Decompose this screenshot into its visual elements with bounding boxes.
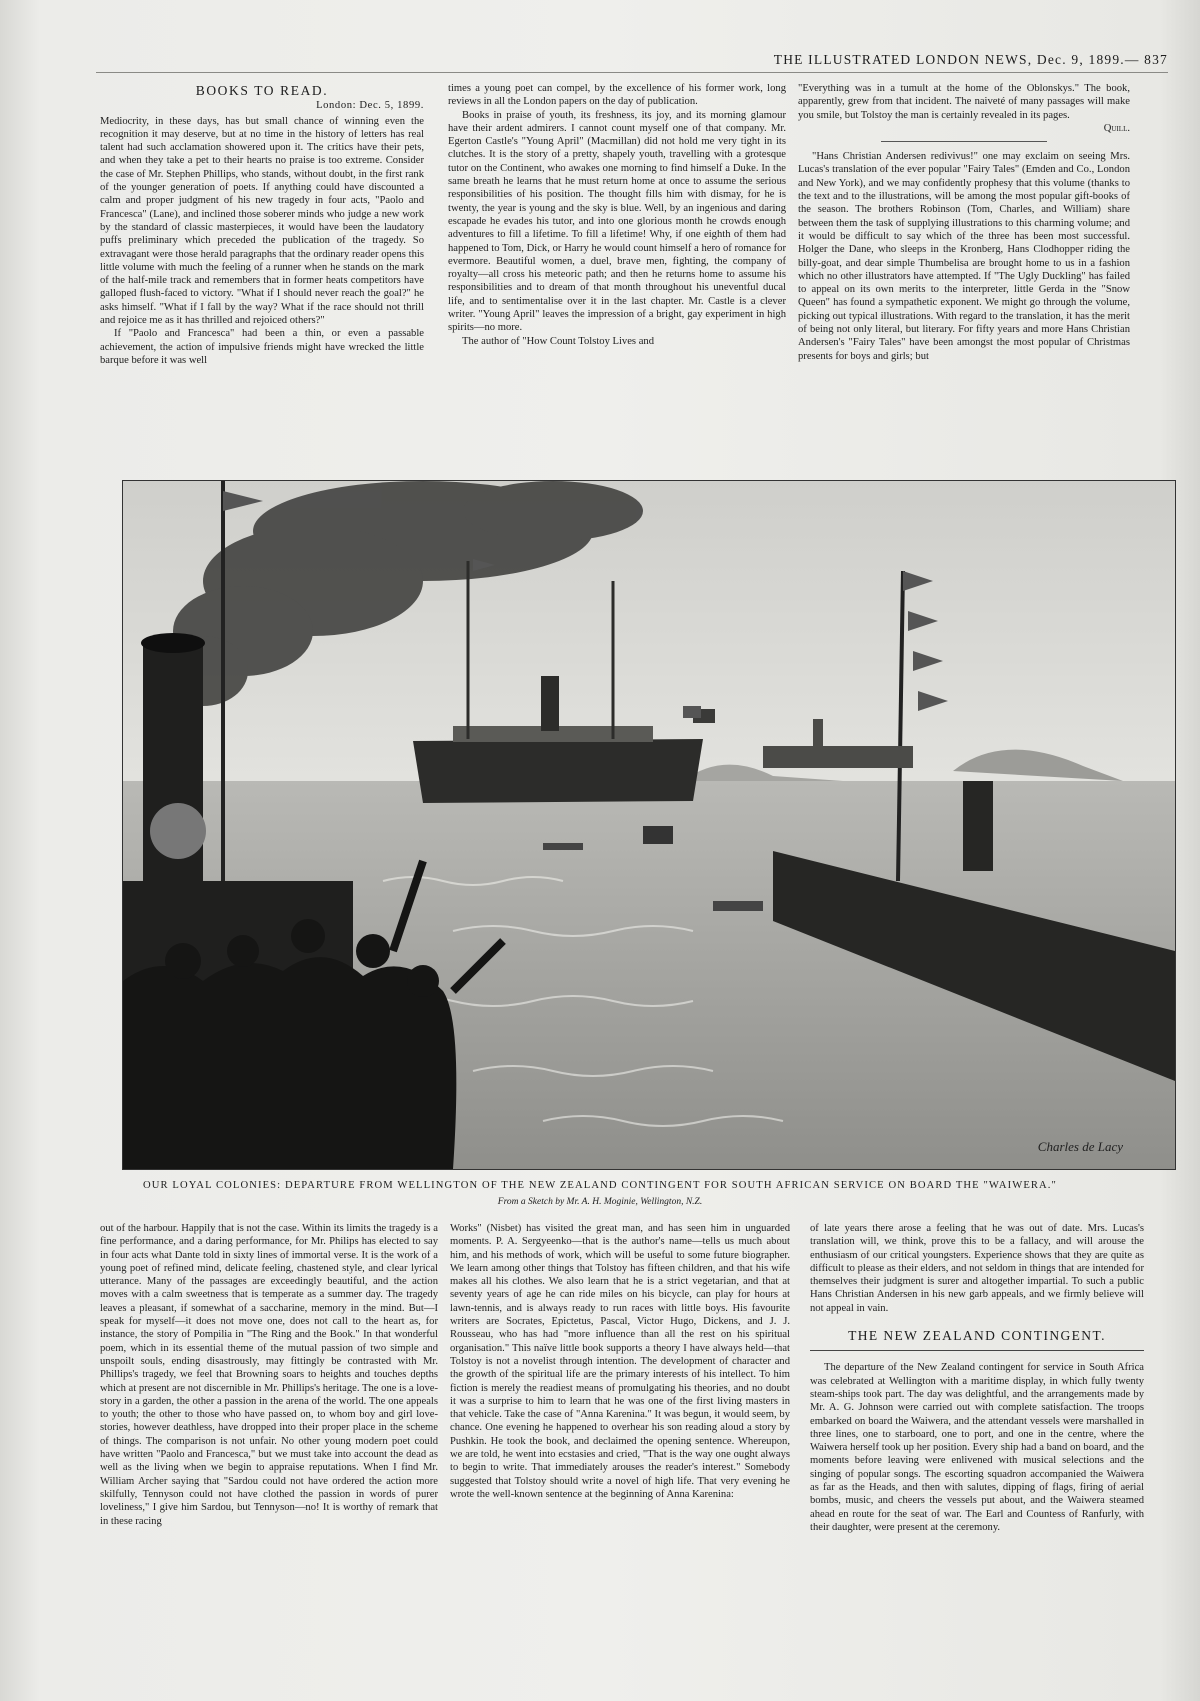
rowing-boat: [713, 901, 763, 911]
harbour-departure-scene: [123, 481, 1175, 1169]
reviewer-signature: Quill.: [1103, 122, 1130, 134]
section-rule: [810, 1350, 1144, 1351]
rowing-boat: [543, 843, 583, 850]
nz-contingent-title: THE NEW ZEALAND CONTINGENT.: [848, 1328, 1106, 1344]
books-column-1: [100, 82, 424, 412]
header-rule: [96, 72, 1168, 73]
lower-column-3: [810, 1222, 1144, 1692]
books-dateline: London: Dec. 5, 1899.: [316, 100, 424, 112]
review-paragraph: of late years there arose a feeling that he was out of date. Mrs. Lucas's translation will, we think, prove this to be a fallacy, and will arouse the enthusiasm of our critical youngsters. Experience shows that they are quite as difficult to please as their elders, and not seldom in things that are intended for themselves their judgment is surer and altogether impartial. To such a public Hans Christian Andersen in his new garb appeals, and we firmly believe will not appeal in vain.: [810, 1223, 1144, 1314]
lower-column-1: [100, 1222, 438, 1692]
illustration-caption: OUR LOYAL COLONIES: DEPARTURE FROM WELLINGTON OF THE NEW ZEALAND CONTINGENT FOR SOUTH AFRICAN SERVICE ON BOARD THE "WAIWERA.": [143, 1180, 1057, 1191]
review-paragraph: Works" (Nisbet) has visited the great man, and has seen him in unguarded moments. P. A. Sergyeenko—that is the author's name—tells us much about him, and his methods of work, which will be useful to some future biographer. We learn among other things that Tolstoy has fifteen children, and that his wife makes all his clothes. We also learn that he is a strict vegetarian, and that at seventy years of age he can ride miles on his bicycle, can play for hours at lawn-tennis, and is always ready to run races with little boys. His favourite writers are Socrates, Epictetus, Pascal, Victor Hugo, Dickens, and J. J. Rousseau, who has had "more influence than all the rest on his spiritual organisation." This naïve little book supports a theory I have always held—that Tolstoy is not a novelist through intention. The development of character and the growth of the spiritual life are the primary interests of his intellect. To him fiction is merely the readiest means of promulgating his theories, and no doubt it was a surprise to him to learn that he was one of the first living masters in that vehicle. Take the case of "Anna Karenina." It was begun, it would seem, by chance. One evening he happened to overhear his son reading aloud a story by Pushkin. He took the book, and declaimed the opening sentence. Whereupon, we are told, he went into ecstasies and cried, "That is the way one ought always to begin to write. That immediately arouses the reader's interest." Somebody suggested that Tolstoy should write a novel of high life. That very evening he wrote the well-known sentence at the beginning of Anna Karenina:: [450, 1223, 790, 1500]
books-paragraph: "Everything was in a tumult at the home of the Oblonskys." The book, apparently, grew from that incident. The naiveté of many passages will make you smile, but Tolstoy the man is certainly revealed in its pages.: [798, 83, 1130, 121]
books-column-3: [798, 82, 1130, 412]
column-divider: [881, 141, 1047, 142]
illustration-credit: From a Sketch by Mr. A. H. Moginie, Wellington, N.Z.: [497, 1197, 703, 1207]
books-paragraph: times a young poet can compel, by the excellence of his former work, long reviews in all the London papers on the day of publication.: [448, 83, 786, 108]
books-paragraph: "Hans Christian Andersen redivivus!" one may exclaim on seeing Mrs. Lucas's translation of the ever popular "Fairy Tales" (Emden and Co., London and New York), and we may confidently prophesy that this volume (thanks to the text and to the illustrations, will be among the most popular gift-books of the season. The brothers Robinson (Tom, Charles, and William) share between them the task of supplying illustrations to this charming volume; and it would be difficult to say which of the three has been most successful. Holger the Dane, who sleeps in the Kronberg, Hans Clodhopper riding the billy-goat, and dear simple Thumbelisa are brought home to us in a fashion which no other illustrators have attempted. If "The Ugly Duckling" has failed to appeal on its own merits to the interpreter, little Gerda in the "Snow Queen" has found a sympathetic exponent. We might go through the volume, picking out typical illustrations. With regard to the translation, it has the merit of being not only literal, but literary. For fifty years and more Hans Christian Andersen's "Fairy Tales" have been amongst the most popular of Christmas presents for boys and girls; but: [798, 151, 1130, 362]
books-column-2: [448, 82, 786, 412]
books-paragraph: If "Paolo and Francesca" had been a thin, or even a passable achievement, the action of impulsive friends might have wrecked the little barque before it was well: [100, 328, 424, 366]
review-paragraph: out of the harbour. Happily that is not the case. Within its limits the tragedy is a fine performance, and a daring performance, for Mr. Philips has elected to say in four acts what Dante told in sixty lines of immortal verse. It is the work of a young poet of refined mind, delicate feeling, chastened style, and clear lyrical utterance. Many of the passages are exceedingly beautiful, and the action moves with a calm sweetness that is temperate as a summer day. The tragedy leaves a pleasant, if somewhat of a saccharine, memory in the mind. But—I speak for myself—it does not move one, does not call to the heart as, for instance, the story of Pompilia in "The Ring and the Book." In that wonderful poem, which in its essential theme of the mutual passion of two simple and unspoilt souls, ending disastrously, may fittingly be contrasted with Mr. Phillips's tragedy, we feel that Browning soars to heights and touches depths which at present are not discernible in Mr. Phillips's heritage. The one is a love-story in a garden, the other a passion in the arena of the world. The one appeals to youth; the other to those who have passed on, to whom boy and girl love-stories, however deathless, have dropped into their proper place in the scheme of things. The comparison is not unfair. No other young modern poet could have written "Paolo and Francesca," but we must take into account the dead as well as the living when we begin to appraise reputations. When I find Mr. William Archer saying that "Sardou could not have ordered the action more skilfully, Tennyson could not have clothed the passion in words of purer loveliness," I give him Sardou, but Tennyson—no! It is worthy of remark that in these racing: [100, 1223, 438, 1527]
books-section-title: BOOKS TO READ.: [195, 83, 329, 98]
tugboat: [643, 826, 673, 844]
nz-contingent-paragraph: The departure of the New Zealand contingent for service in South Africa was celebrated at Wellington with a maritime display, in which fully twenty steam-ships took part. The day was delightful, and the arrangements made by Mr. A. G. Johnson were carried out with complete satisfaction. The troops embarked on board the Waiwera, and the attendant vessels were marshalled in three lines, one to starboard, one to port, and one in the centre, where the Waiwera herself took up her position. Every ship had a band on board, and the moments before leaving were enlivened with musical selections and the singing of popular songs. The escorting squadron accompanied the Waiwera as far as the Heads, and then with salutes, dipping of flags, firing of aerial bombs, music, and cheers the vessels put about, and the Waiwera steamed ahead en route for the seat of war. The Earl and Countess of Ranfurly, with their daughter, were present at the ceremony.: [810, 1362, 1144, 1533]
books-paragraph: The author of "How Count Tolstoy Lives and: [462, 335, 654, 347]
engraving-illustration: [122, 480, 1176, 1170]
running-head: THE ILLUSTRATED LONDON NEWS, Dec. 9, 1899.— 837: [773, 52, 1168, 67]
lower-column-2: [450, 1222, 790, 1692]
books-paragraph: Books in praise of youth, its freshness, its joy, and its morning glamour have their ardent admirers. I cannot count myself one of that company. Mr. Egerton Castle's "Young April" (Macmillan) did not hold me very tight in its clutches. It is the story of a pretty, shapely youth, travelling with a grotesque tutor on the Continent, who awakes one morning to find himself a Duke. In the same breath he learns that he must return home at once to assume the serious responsibilities of his position. The thought fills him with dismay, for he is twenty, the year is young and the sky is blue. Well, by an ingenious and daring escapade he evades his tutor, and into one glorious month he crowds enough adventures to fill a lifetime. To fill a lifetime! Why, if one eighth of them had happened to Tom, Dick, or Harry he would count himself a hero of romance for evermore. Beautiful women, a duel, brave men, fighting, the company of royalty—all cross his meteoric path; and then he returns home to assume his responsibilities and to dream of that month throughout his uneventful ducal life, and to sentimentalise over it in the last chapter. Mr. Castle is a clever writer. "Young April" leaves the impression of a bright, gay experiment in high spirits—no more.: [448, 109, 786, 334]
books-paragraph: Mediocrity, in these days, has but small chance of winning even the recognition it may deserve, but at no time in the history of letters has real talent had such acclamation showered upon it. The critics have their pets, and when they take a pet to their hearts no praise is too extreme. Consider the case of Mr. Stephen Phillips, who stands, without doubt, in the first rank of the younger generation of poets. If anything could have discounted a calm and proper judgment of his new tragedy in four acts, "Paolo and Francesca" (Lane), and inclined those soberer minds who judge a new work by the standard of classic masterpieces, it would have been the laudatory puffs preliminary which preceded the publication of the tragedy. So extravagant were those herald paragraphs that the ordinary reader opens this little volume with much the feeling of a runner when he stands on the mark of the half-mile track and remembers that in former heats competitors have galloped flush-faced to victory. "What if I should never reach the goal?" he asks himself. "What if I fall by the way? What if the race should not thrill and rejoice me as it has thrilled and rejoiced others?": [100, 115, 424, 327]
artist-signature: Charles de Lacy: [1037, 1139, 1123, 1154]
